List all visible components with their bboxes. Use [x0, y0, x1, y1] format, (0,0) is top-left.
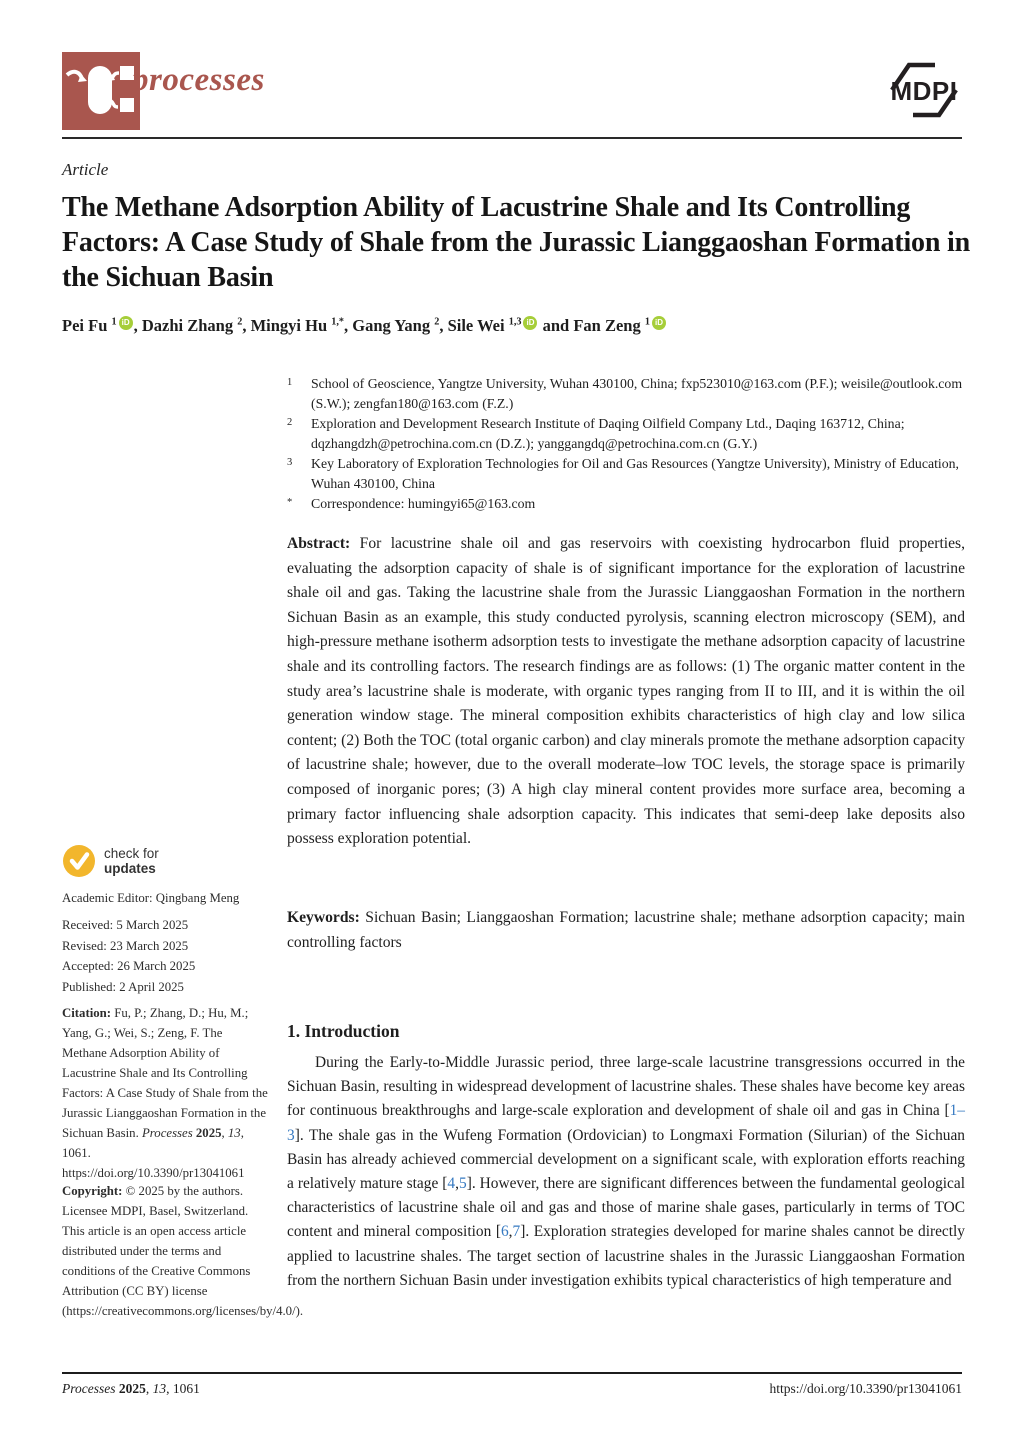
affiliation-marker: 2 — [287, 417, 293, 428]
citation-label: Citation: — [62, 1006, 115, 1020]
text-run: ]. Exploration strategies developed for marine shales cannot be directly applied to lacustrine shales. The target section of lacustrine shales in the Jurassic Lianggaoshan Formation from the northern Sichuan Basin under investigation exhibits typical characteristics of high temperature and — [287, 1223, 966, 1289]
text-run: Processes — [141, 1126, 196, 1140]
citation-ref[interactable]: 5 — [458, 1175, 467, 1193]
citation-ref[interactable]: 4 — [447, 1175, 456, 1193]
affiliation-text: Exploration and Development Research Institute of Daqing Oilfield Company Ltd., Daqing 163712, China; dqzhangdzh@petrochina.com.cn (D.Z.); yanggangdq@petrochina.com.cn (G.Y.) — [311, 416, 905, 451]
abstract — [287, 532, 965, 852]
text-run: ]. However, there are significant differences between the fundamental geological characteristics of lacustrine shale oil and gas and those of marine shale gases, particularly in terms of TOC content and mineral composition [ — [287, 1175, 965, 1241]
text-run: , — [508, 1223, 513, 1241]
text-run: 2025 — [118, 1381, 146, 1396]
citation-note — [62, 1003, 268, 1183]
citation-ref[interactable]: 7 — [512, 1223, 521, 1241]
correspondence-marker: * — [287, 497, 293, 508]
text-run: , — [221, 1126, 228, 1140]
copyright-label: Copyright: — [62, 1184, 126, 1198]
text-run: Sichuan Basin; Lianggaoshan Formation; lacustrine shale; methane adsorption capacity; main controlling factors — [287, 909, 965, 951]
check-for-updates-badge[interactable] — [62, 844, 159, 878]
abstract-label: Abstract: — [287, 535, 360, 552]
copyright-note — [62, 1181, 304, 1321]
processes-journal-logo — [62, 52, 140, 130]
correspondence-text: Correspondence: humingyi65@163.com — [311, 496, 536, 511]
history-dates — [62, 915, 268, 997]
affiliation-item — [287, 374, 965, 414]
accepted-date: Accepted: 26 March 2025 — [62, 959, 196, 973]
text-run: , 1061. https://doi.org/10.3390/pr13041061 — [62, 1126, 245, 1180]
text-run: During the Early-to-Middle Jurassic period, three large-scale lacustrine transgressions occurred in the Sichuan Basin, resulting in widespread development of lacustrine shales. These shales have become key areas for continuous breakthroughs and large-scale exploration and development of shale oil and gas in China [ — [287, 1054, 965, 1120]
mdpi-logo — [882, 58, 966, 122]
text-run: , 1061 — [166, 1381, 200, 1396]
check-badge-text — [104, 846, 159, 876]
text-run: For lacustrine shale oil and gas reservoirs with coexisting hydrocarbon fluid properties, evaluating the adsorption capacity of shale is of significant importance for the exploration of lacustrine shale oil and gas. Taking the lacustrine shale from the Jurassic Lianggaoshan Formation in the northern Sichuan Basin as an example, this study conducted pyrolysis, scanning electron microscopy (SEM), and high-pressure methane isotherm adsorption tests to investigate the methane adsorption capacity of lacustrine shale and its controlling factors. The research findings are as follows: (1) The organic matter content in the study area’s lacustrine shale is moderate, with organic types ranging from II to III, and it is within the oil generation window stage. The mineral composition exhibits characteristics of high clay and low silica content; (2) Both the TOC (total organic carbon) and clay minerals promote the methane adsorption capacity of lacustrine shale; however, due to the overall moderate–low TOC levels, the storage space is primarily composed of inorganic pores; (3) A high clay mineral content provides more surface area, becoming a primary factor influencing shale adsorption capacity. This indicates that semi-deep lake deposits also possess exploration potential. — [287, 535, 966, 848]
keywords-label: Keywords: — [287, 909, 366, 926]
check-badge-line1: check for — [104, 846, 159, 861]
text-run: 2025 — [195, 1126, 222, 1140]
author-name: , Mingyi Hu — [242, 316, 332, 335]
introduction-paragraph — [287, 1051, 965, 1293]
text-run: Processes — [62, 1381, 119, 1396]
journal-name: processes — [132, 62, 265, 98]
affiliation-marker: 3 — [287, 457, 293, 468]
text-run: ]. The shale gas in the Wufeng Formation (Ordovician) to Longmaxi Formation (Silurian) of the Sichuan Basin has already achieved commercial development on a significant scale, with exploration efforts reaching a relatively mature stage [ — [287, 1126, 965, 1193]
affiliation-marker: 1 — [287, 377, 293, 388]
check-icon — [62, 844, 96, 878]
svg-text:MDPI: MDPI — [890, 76, 958, 106]
keywords — [287, 906, 965, 955]
revised-date: Revised: 23 March 2025 — [62, 938, 189, 953]
footer-doi-link[interactable]: https://doi.org/10.3390/pr13041061 — [769, 1381, 962, 1396]
authors-line — [62, 314, 970, 338]
orcid-icon[interactable]: iD — [652, 316, 666, 330]
text-run: Fu, P.; Zhang, D.; Hu, M.; Yang, G.; Wei, S.; Zeng, F. The Methane Adsorption Ability of Lacustrine Shale and Its Controlling Factors: A Case Study of Shale from the Jurassic Lianggaoshan Formation in the Sichuan Basin. — [62, 1006, 268, 1140]
process-flow-icon — [62, 52, 140, 130]
author-name: , Dazhi Zhang — [133, 316, 238, 335]
affiliation-text: School of Geoscience, Yangtze University, Wuhan 430100, China; fxp523010@163.com (P.F.); weisile@outlook.com (S.W.); zengfan180@163.com (F.Z.) — [311, 376, 963, 411]
superscript-marker: 1 — [111, 316, 117, 328]
superscript-marker: 2 — [237, 316, 243, 328]
published-date: Published: 2 April 2025 — [62, 979, 184, 994]
text-run: 13 — [152, 1381, 167, 1396]
correspondence-item — [287, 494, 965, 514]
academic-editor: Academic Editor: Qingbang Meng — [62, 891, 240, 905]
text-run: 13 — [227, 1126, 241, 1140]
text-run: , — [145, 1381, 153, 1396]
affiliation-item — [287, 454, 965, 494]
author-name: , Sile Wei — [439, 316, 509, 335]
check-badge-line2: updates — [104, 861, 156, 876]
superscript-marker: 1,* — [331, 316, 345, 328]
orcid-icon[interactable]: iD — [119, 316, 133, 330]
citation-ref[interactable]: 1–3 — [287, 1102, 965, 1144]
footer-divider — [62, 1372, 962, 1374]
affiliation-item — [287, 414, 965, 454]
author-name: Pei Fu — [62, 316, 112, 335]
citation-ref[interactable]: 6 — [500, 1223, 509, 1241]
affiliations-list — [287, 374, 965, 514]
author-name: , Gang Yang — [344, 316, 435, 335]
text-run: , — [455, 1175, 459, 1193]
author-name: and Fan Zeng — [538, 316, 645, 335]
article-type-label: Article — [62, 160, 109, 179]
superscript-marker: 1,3 — [508, 316, 522, 328]
superscript-marker: 2 — [434, 316, 440, 328]
affiliation-text: Key Laboratory of Exploration Technologies for Oil and Gas Resources (Yangtze University), Ministry of Education, Wuhan 430100, China — [311, 456, 959, 491]
orcid-icon[interactable]: iD — [523, 316, 537, 330]
received-date: Received: 5 March 2025 — [62, 918, 189, 932]
header-divider — [62, 137, 962, 139]
section-heading-introduction: 1. Introduction — [287, 1021, 400, 1041]
page-title: The Methane Adsorption Ability of Lacustrine Shale and Its Controlling Factors: A Case Study of Shale from the Jurassic Lianggaoshan Formation in the Sichuan Basin — [62, 192, 970, 293]
mdpi-hexagon-icon — [882, 58, 966, 122]
superscript-marker: 1 — [644, 316, 650, 328]
text-run: © 2025 by the authors. Licensee MDPI, Basel, Switzerland. This article is an open access article distributed under the terms and conditions of the Creative Commons Attribution (CC BY) license (https://creativecommons.org/licenses/by/4.0/). — [62, 1184, 304, 1318]
